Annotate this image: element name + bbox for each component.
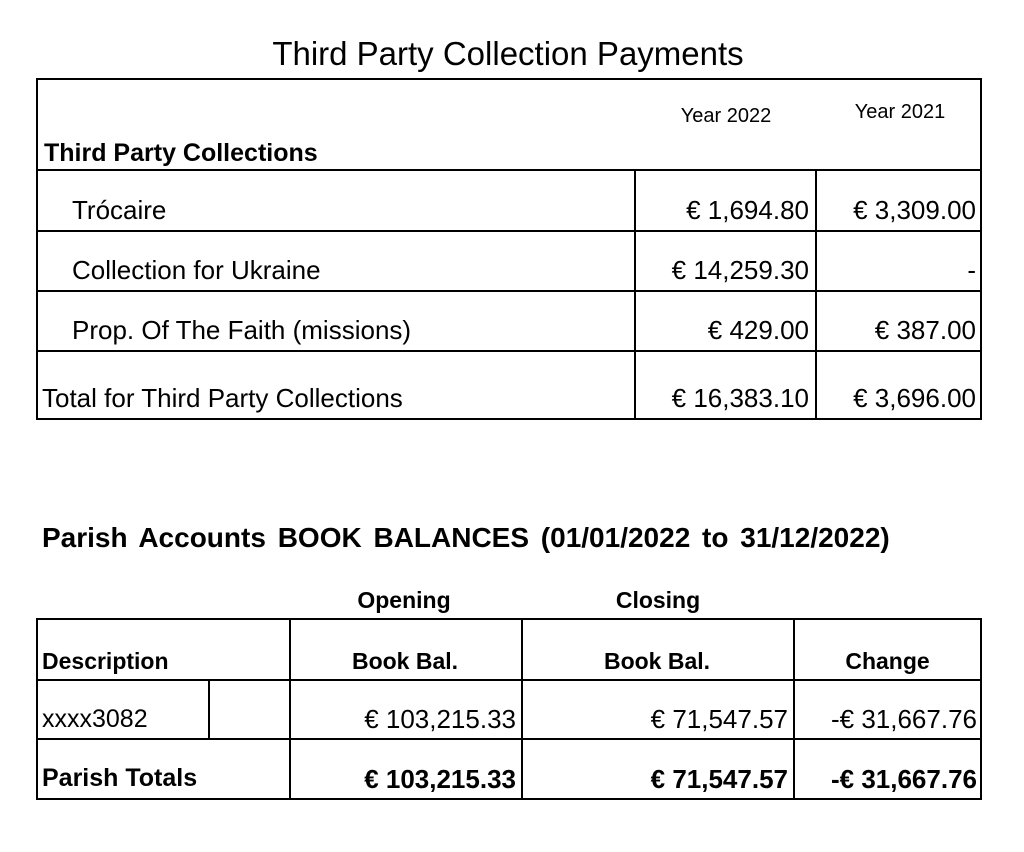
section-heading: Third Party Collections: [44, 139, 318, 167]
column-header-2021: Year 2021: [854, 101, 946, 123]
opening-label: Opening: [357, 587, 451, 613]
table-divider: [38, 230, 980, 232]
account-description: xxxx3082: [42, 705, 148, 733]
book-balances-title: Parish Accounts BOOK BALANCES (01/01/2022 to 31/12/2022): [42, 522, 890, 553]
closing-label: Closing: [615, 587, 701, 613]
account-change: -€ 31,667.76: [830, 704, 977, 734]
third-party-title: Third Party Collection Payments: [272, 35, 744, 72]
description-header: Description: [42, 648, 169, 674]
account-closing: € 71,547.57: [650, 704, 788, 734]
row-value-2021: € 3,309.00: [853, 195, 976, 225]
account-opening: € 103,215.33: [364, 704, 516, 734]
row-label-missions: Prop. Of The Faith (missions): [72, 315, 412, 345]
row-value-2021: € 387.00: [874, 315, 976, 345]
table-divider: [38, 290, 980, 292]
row-value-2022: € 14,259.30: [671, 255, 809, 285]
row-value-2022: € 429.00: [707, 315, 809, 345]
total-value-2022: € 16,383.10: [671, 383, 809, 413]
book-balances-table: [36, 618, 982, 800]
third-party-table: [36, 78, 982, 420]
row-label-trocaire: Trócaire: [72, 195, 167, 225]
totals-closing: € 71,547.57: [650, 764, 788, 794]
totals-description: Parish Totals: [42, 764, 198, 792]
table-divider: [38, 738, 980, 740]
closing-bal-header: Book Bal.: [603, 648, 711, 674]
table-divider: [38, 169, 980, 171]
total-value-2021: € 3,696.00: [853, 383, 976, 413]
totals-opening: € 103,215.33: [364, 764, 516, 794]
row-label-ukraine: Collection for Ukraine: [72, 255, 321, 285]
column-header-2022: Year 2022: [680, 105, 772, 127]
totals-change: -€ 31,667.76: [830, 764, 977, 794]
total-label: Total for Third Party Collections: [42, 383, 403, 413]
row-value-2021: -: [967, 255, 976, 285]
table-divider: [38, 350, 980, 352]
opening-bal-header: Book Bal.: [351, 648, 459, 674]
table-divider: [208, 679, 210, 740]
change-header: Change: [845, 648, 930, 674]
table-divider: [38, 679, 980, 681]
row-value-2022: € 1,694.80: [686, 195, 809, 225]
